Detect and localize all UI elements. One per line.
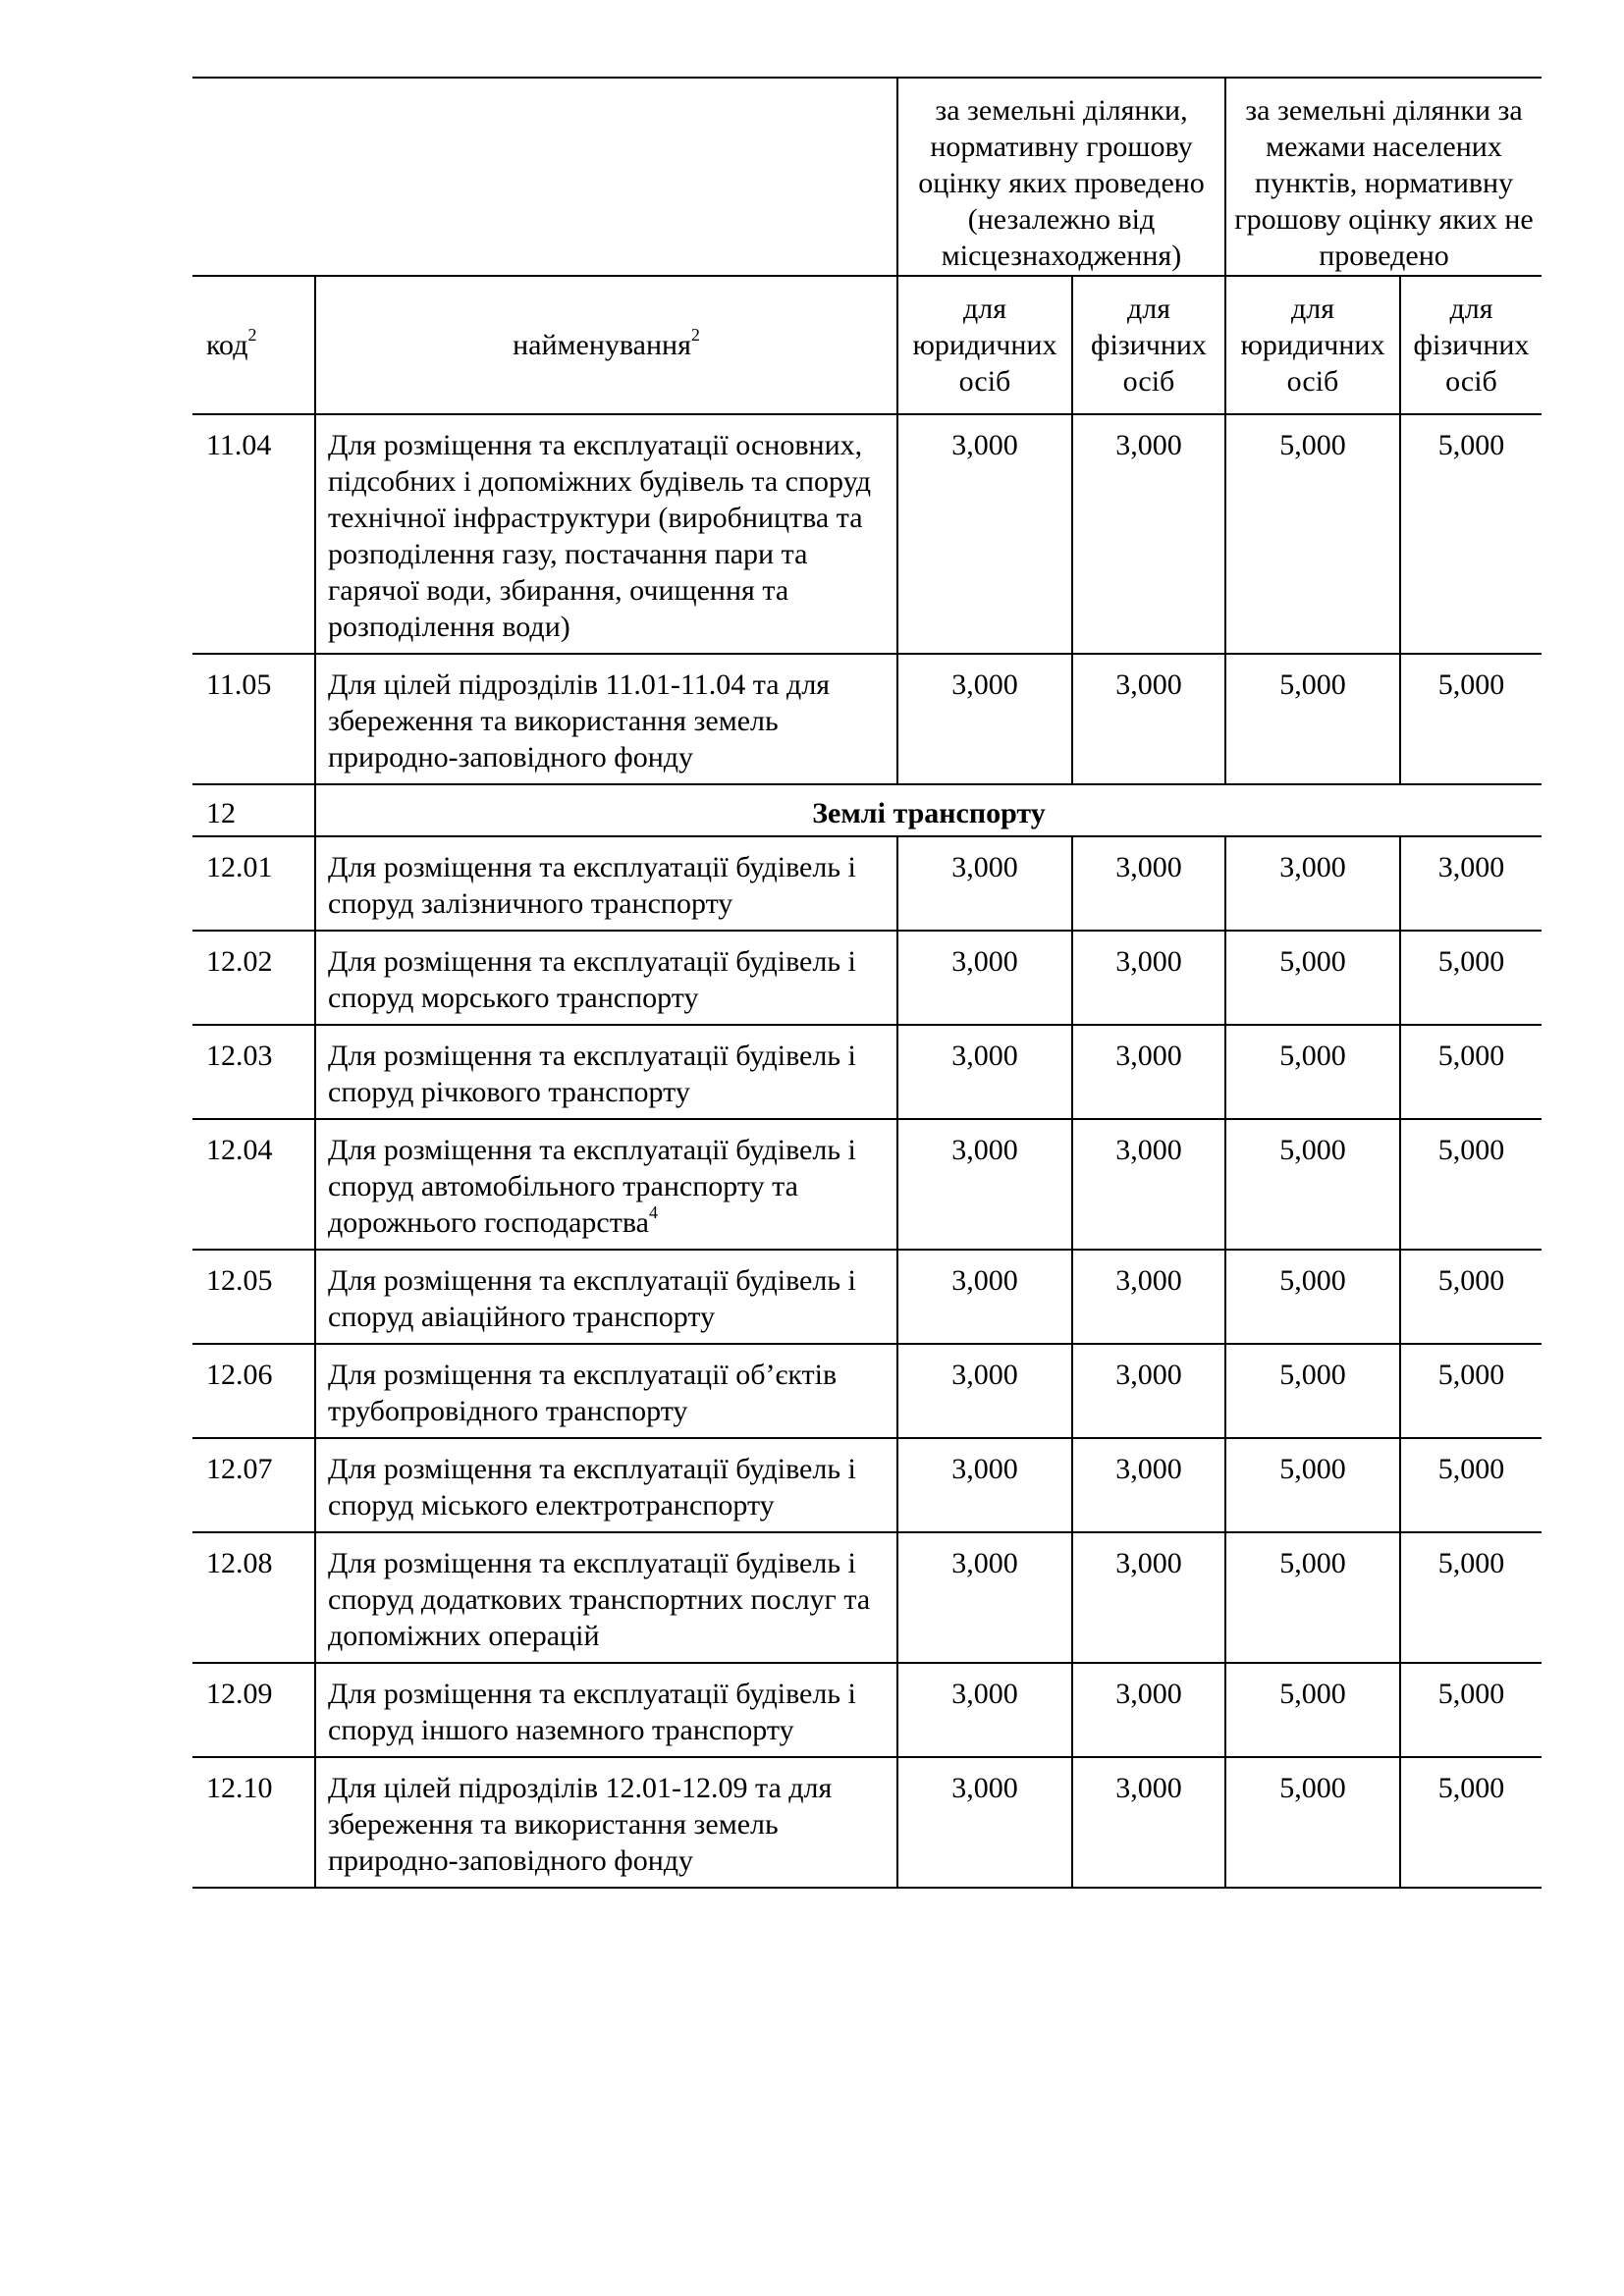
value-physical-assessed: 3,000 — [1072, 1344, 1225, 1438]
value-physical-not-assessed: 3,000 — [1400, 836, 1542, 931]
row-name — [315, 1025, 897, 1119]
row-code: 11.05 — [192, 654, 315, 784]
header-code-footnote: 2 — [247, 325, 257, 345]
value-legal-not-assessed: 3,000 — [1225, 836, 1400, 931]
row-code: 12.04 — [192, 1119, 315, 1250]
value-physical-assessed: 3,000 — [1072, 836, 1225, 931]
header-group-row — [192, 78, 1542, 276]
header-name — [315, 276, 897, 414]
value-physical-assessed: 3,000 — [1072, 1757, 1225, 1888]
row-code: 12.10 — [192, 1757, 315, 1888]
row-name-text: Для цілей підрозділів 11.01-11.04 та для збереження та використання земель природно-заповідного фонду — [328, 668, 831, 774]
row-name — [315, 414, 897, 654]
header-legal-assessed: для юридичних осіб — [897, 276, 1072, 414]
table-row — [192, 1532, 1542, 1663]
value-physical-not-assessed: 5,000 — [1400, 1532, 1542, 1663]
row-name — [315, 836, 897, 931]
table-body — [192, 78, 1542, 1888]
value-physical-not-assessed: 5,000 — [1400, 931, 1542, 1025]
row-name — [315, 1438, 897, 1532]
value-legal-assessed: 3,000 — [897, 1438, 1072, 1532]
row-name — [315, 1757, 897, 1888]
header-sub-row — [192, 276, 1542, 414]
value-physical-assessed: 3,000 — [1072, 1119, 1225, 1250]
value-legal-assessed: 3,000 — [897, 1250, 1072, 1344]
row-code: 12.05 — [192, 1250, 315, 1344]
value-physical-assessed: 3,000 — [1072, 1438, 1225, 1532]
value-physical-assessed: 3,000 — [1072, 1250, 1225, 1344]
row-name-text: Для цілей підрозділів 12.01-12.09 та для збереження та використання земель природно-заповідного фонду — [328, 1772, 833, 1877]
row-name-text: Для розміщення та експлуатації основних, підсобних і допоміжних будівель та споруд технічної інфраструктури (виробництва та розподілення газу, постачання пари та гарячої води, збирання, очищення та розподілення води) — [328, 429, 872, 643]
header-group-assessed: за земельні ділянки, нормативну грошову оцінку яких проведено (незалежно від місцезнаходження) — [897, 78, 1225, 276]
row-name-text: Для розміщення та експлуатації будівель і споруд міського електротранспорту — [328, 1453, 856, 1522]
table-row — [192, 836, 1542, 931]
row-code: 11.04 — [192, 414, 315, 654]
value-physical-not-assessed: 5,000 — [1400, 654, 1542, 784]
value-legal-assessed: 3,000 — [897, 1532, 1072, 1663]
value-legal-not-assessed: 5,000 — [1225, 1025, 1400, 1119]
header-code-label: код — [206, 329, 248, 361]
value-physical-assessed: 3,000 — [1072, 1025, 1225, 1119]
table-row — [192, 414, 1542, 654]
value-physical-not-assessed: 5,000 — [1400, 1663, 1542, 1757]
row-footnote: 4 — [648, 1202, 658, 1222]
value-legal-not-assessed: 5,000 — [1225, 414, 1400, 654]
row-name — [315, 1250, 897, 1344]
row-code: 12.06 — [192, 1344, 315, 1438]
value-physical-assessed: 3,000 — [1072, 654, 1225, 784]
value-physical-not-assessed: 5,000 — [1400, 414, 1542, 654]
value-physical-not-assessed: 5,000 — [1400, 1025, 1542, 1119]
value-legal-assessed: 3,000 — [897, 414, 1072, 654]
rates-table — [192, 77, 1542, 1889]
value-physical-not-assessed: 5,000 — [1400, 1438, 1542, 1532]
row-name-text: Для розміщення та експлуатації будівель і споруд авіаційного транспорту — [328, 1264, 856, 1333]
table-row — [192, 1663, 1542, 1757]
header-blank-cell — [192, 78, 897, 276]
value-legal-assessed: 3,000 — [897, 1025, 1072, 1119]
row-code: 12.03 — [192, 1025, 315, 1119]
row-code: 12.07 — [192, 1438, 315, 1532]
header-name-footnote: 2 — [690, 325, 700, 345]
value-legal-assessed: 3,000 — [897, 1757, 1072, 1888]
table-row — [192, 931, 1542, 1025]
value-legal-assessed: 3,000 — [897, 931, 1072, 1025]
value-legal-not-assessed: 5,000 — [1225, 1757, 1400, 1888]
value-physical-not-assessed: 5,000 — [1400, 1344, 1542, 1438]
value-legal-not-assessed: 5,000 — [1225, 1663, 1400, 1757]
section-row — [192, 784, 1542, 836]
section-title: Землі транспорту — [315, 784, 1542, 836]
value-legal-not-assessed: 5,000 — [1225, 1438, 1400, 1532]
value-legal-not-assessed: 5,000 — [1225, 1250, 1400, 1344]
value-legal-not-assessed: 5,000 — [1225, 654, 1400, 784]
value-legal-assessed: 3,000 — [897, 654, 1072, 784]
table-row — [192, 1250, 1542, 1344]
header-code — [192, 276, 315, 414]
value-legal-not-assessed: 5,000 — [1225, 1532, 1400, 1663]
table-row — [192, 1757, 1542, 1888]
value-physical-assessed: 3,000 — [1072, 931, 1225, 1025]
value-legal-assessed: 3,000 — [897, 1663, 1072, 1757]
row-code: 12.08 — [192, 1532, 315, 1663]
table-row — [192, 1438, 1542, 1532]
row-name — [315, 1119, 897, 1250]
value-legal-not-assessed: 5,000 — [1225, 1344, 1400, 1438]
row-name — [315, 1663, 897, 1757]
row-name-text: Для розміщення та експлуатації будівель і споруд залізничного транспорту — [328, 851, 856, 920]
value-physical-not-assessed: 5,000 — [1400, 1119, 1542, 1250]
row-name — [315, 654, 897, 784]
section-code: 12 — [192, 784, 315, 836]
value-legal-assessed: 3,000 — [897, 836, 1072, 931]
row-name-text: Для розміщення та експлуатації об’єктів трубопровідного транспорту — [328, 1359, 838, 1427]
value-physical-not-assessed: 5,000 — [1400, 1757, 1542, 1888]
row-name-text: Для розміщення та експлуатації будівель і споруд морського транспорту — [328, 945, 856, 1014]
row-name-text: Для розміщення та експлуатації будівель і споруд додаткових транспортних послуг та допоміжних операцій — [328, 1547, 871, 1652]
header-physical-not-assessed: для фізичних осіб — [1400, 276, 1542, 414]
value-physical-assessed: 3,000 — [1072, 414, 1225, 654]
row-name — [315, 1344, 897, 1438]
value-legal-not-assessed: 5,000 — [1225, 1119, 1400, 1250]
row-code: 12.02 — [192, 931, 315, 1025]
row-code: 12.01 — [192, 836, 315, 931]
row-name — [315, 1532, 897, 1663]
table-row — [192, 1344, 1542, 1438]
header-physical-assessed: для фізичних осіб — [1072, 276, 1225, 414]
header-name-label: найменування — [513, 329, 691, 361]
header-legal-not-assessed: для юридичних осіб — [1225, 276, 1400, 414]
row-code: 12.09 — [192, 1663, 315, 1757]
row-name-text: Для розміщення та експлуатації будівель і споруд річкового транспорту — [328, 1040, 856, 1108]
value-physical-not-assessed: 5,000 — [1400, 1250, 1542, 1344]
row-name-text: Для розміщення та експлуатації будівель і споруд автомобільного транспорту та дорожнього господарства — [328, 1134, 856, 1239]
table-row — [192, 1119, 1542, 1250]
table-row — [192, 654, 1542, 784]
value-legal-assessed: 3,000 — [897, 1344, 1072, 1438]
value-physical-assessed: 3,000 — [1072, 1663, 1225, 1757]
header-group-not-assessed: за земельні ділянки за межами населених пунктів, нормативну грошову оцінку яких не проведено — [1225, 78, 1542, 276]
table-row — [192, 1025, 1542, 1119]
row-name-text: Для розміщення та експлуатації будівель і споруд іншого наземного транспорту — [328, 1678, 856, 1746]
value-legal-assessed: 3,000 — [897, 1119, 1072, 1250]
row-name — [315, 931, 897, 1025]
value-physical-assessed: 3,000 — [1072, 1532, 1225, 1663]
value-legal-not-assessed: 5,000 — [1225, 931, 1400, 1025]
